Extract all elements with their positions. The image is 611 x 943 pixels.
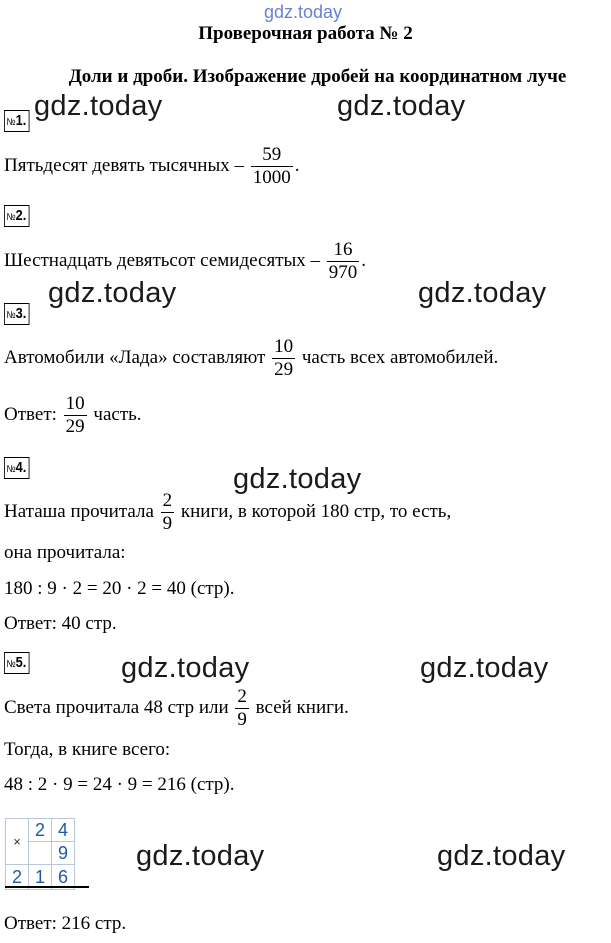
- watermark: gdz.today: [420, 652, 549, 684]
- fraction: $\frac{16}{970}$: [328, 239, 358, 283]
- task-number-5: №5.: [4, 652, 30, 674]
- task-3-text: Автомобили «Лада» составляют $\frac{10}{29}$ часть всех автомобилей.: [4, 336, 499, 380]
- watermark: gdz.today: [418, 277, 547, 309]
- fraction: $\frac{10}{29}$: [274, 336, 294, 380]
- task-number-4: №4.: [4, 457, 30, 479]
- watermark: gdz.today: [121, 652, 250, 684]
- digit-cell: 9: [52, 842, 75, 865]
- task-5-calc: 48 : 2 · 9 = 24 · 9 = 216 (стр).: [4, 774, 235, 795]
- multiply-sign: ×: [6, 819, 29, 865]
- fraction: $\frac{2}{9}$: [162, 490, 173, 534]
- task-number-2: №2.: [4, 205, 30, 227]
- watermark: gdz.today: [48, 277, 177, 309]
- watermark: gdz.today: [136, 840, 265, 872]
- task-4-line2: она прочитала:: [4, 542, 126, 563]
- watermark-top: gdz.today: [264, 2, 343, 22]
- task-number-1: №1.: [4, 110, 30, 132]
- digit-cell: [29, 842, 52, 865]
- watermark: gdz.today: [34, 90, 163, 122]
- task-4-text: Наташа прочитала $\frac{2}{9}$ книги, в которой 180 стр, то есть,: [4, 490, 452, 534]
- page-title: Проверочная работа № 2: [198, 23, 413, 44]
- digit-cell: 1: [29, 865, 52, 890]
- watermark: gdz.today: [233, 463, 362, 495]
- task-5-line2: Тогда, в книге всего:: [4, 739, 171, 760]
- digit-cell: 6: [52, 865, 75, 890]
- page-subtitle: Доли и дроби. Изображение дробей на координатном луче: [68, 66, 567, 87]
- task-number-3: №3.: [4, 303, 30, 325]
- sum-rule: [5, 886, 89, 888]
- task-4-calc: 180 : 9 · 2 = 20 · 2 = 40 (стр).: [4, 578, 235, 599]
- column-multiplication: [5, 818, 75, 890]
- fraction: $\frac{59}{1000}$: [252, 144, 291, 188]
- fraction: $\frac{10}{29}$: [65, 393, 85, 437]
- task-5-answer: Ответ: 216 стр.: [4, 913, 127, 934]
- watermark: gdz.today: [337, 90, 466, 122]
- task-4-answer: Ответ: 40 стр.: [4, 613, 117, 634]
- digit-cell: 2: [6, 865, 29, 890]
- task-3-answer: Ответ: $\frac{10}{29}$ часть.: [4, 393, 142, 437]
- fraction: $\frac{2}{9}$: [237, 686, 247, 730]
- digit-cell: 2: [29, 819, 52, 842]
- task-1-text: Пятьдесят девять тысячных – $\frac{59}{1000}$ .: [4, 144, 300, 188]
- task-5-text: Света прочитала 48 стр или $\frac{2}{9}$ всей книги.: [4, 686, 349, 730]
- task-2-text: Шестнадцать девятьсот семидесятых – $\frac{16}{970}$ .: [4, 239, 367, 283]
- digit-cell: 4: [52, 819, 75, 842]
- watermark: gdz.today: [437, 840, 566, 872]
